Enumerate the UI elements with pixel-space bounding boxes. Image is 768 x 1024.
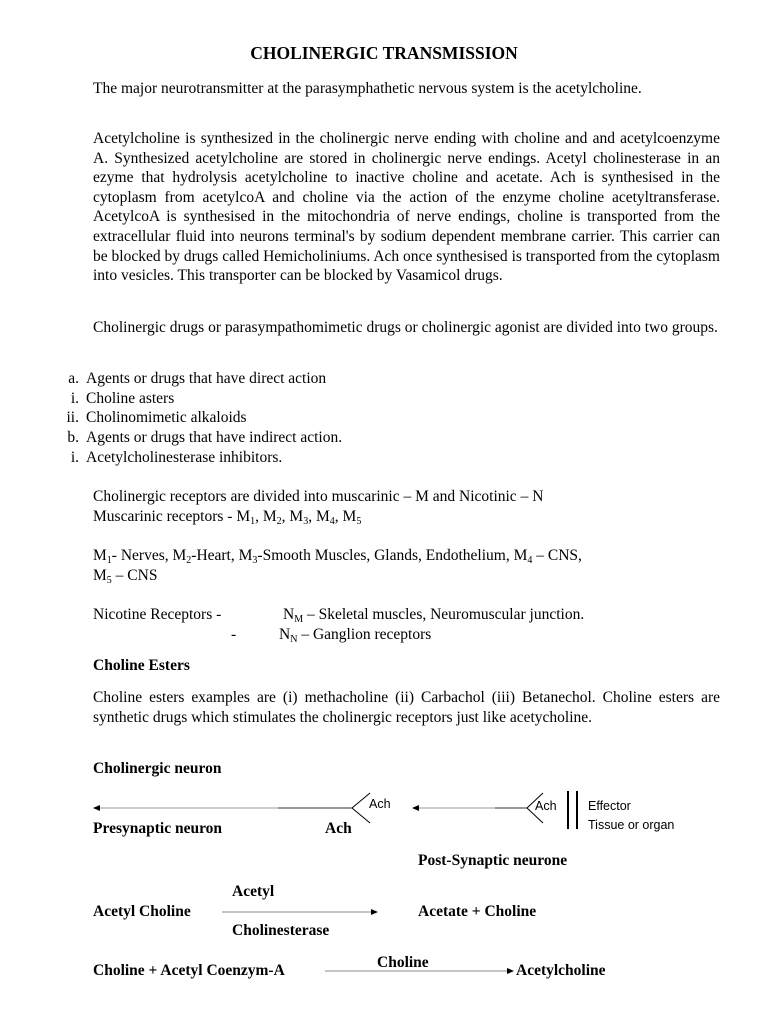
reaction1-reactant: Acetyl Choline [93,903,191,920]
drug-groups-paragraph: Cholinergic drugs or parasympathomimetic drugs or cholinergic agonist are divided into two groups. [93,319,718,336]
reaction2-product: Acetylcholine [516,962,606,979]
m5-sub: 5 [106,575,112,586]
reaction1-enzyme-top: Acetyl [232,883,275,900]
list-marker: b. [67,429,79,446]
synthesis-paragraph: Acetylcholine is synthesized in the cholinergic nerve ending with choline and and acetylcoenzyme A. Synthesized acetylcholine are stored in cholinergic nerve endings. Acetyl cholinesterase in an ezyme that hydrolysis acetylcholine to inactive choline and acetate. Ach is synthesised in the cytoplasm from acetylcoA and choline via the action of the enzyme choline acetyltransferase. AcetylcoA is synthesised in the mitochondria of nerve endings, choline is transported from the extracellular fluid into neurons terminal's by sodium dependent membrane carrier. This carrier can be blocked by drugs called Hemicholiniums. Ach once synthesised is transported from the cytoplasm into vesicles. This transporter can be blocked by Vasamicol drugs. [93,130,720,285]
ach-label-right: Ach [535,799,557,813]
sep: , [255,508,263,525]
m3-base: M [289,508,304,525]
presynaptic-neuron-label: Presynaptic neuron [93,820,223,837]
m5-sub: 5 [356,516,362,527]
sep: , [334,508,343,525]
m3-sub: 3 [303,516,309,527]
m3-base: M [238,547,253,564]
nn-dash: - [231,626,237,643]
m2-location: -Heart, [191,547,239,564]
sep: , [281,508,290,525]
list-marker: i. [70,390,79,407]
reaction2-reactants: Choline + Acetyl Coenzym-A [93,962,285,979]
nn-text: – Ganglion receptors [297,626,432,643]
arrow-head-icon [507,968,514,974]
m1-base: M [93,547,107,564]
list-marker: ii. [66,409,79,426]
arrow-head-icon [412,805,419,811]
postsynaptic-neuron-label: Post-Synaptic neurone [418,852,568,869]
sep: , [308,508,316,525]
reaction1-products: Acetate + Choline [418,903,537,920]
m2-sub: 2 [186,555,192,566]
list-item-text: Agents or drugs that have indirect action. [86,429,343,446]
m1-location: - Nerves, [111,547,173,564]
nn-sub: N [290,634,298,645]
choline-esters-paragraph: Choline esters examples are (i) methacholine (ii) Carbachol (iii) Betanechol. Choline esters are synthetic drugs which stimulates the cholinergic receptors just like acetycholine. [93,689,720,726]
m4-base: M [315,508,330,525]
m2-base: M [262,508,277,525]
m1-base: M [236,508,251,525]
reaction1-enzyme-bottom: Cholinesterase [232,922,330,939]
m5-base: M [342,508,357,525]
m4-sub: 4 [527,555,533,566]
m5-location: – CNS [111,567,158,584]
list-item-text: Choline asters [86,390,175,407]
receptor-wedge-left-icon [352,793,370,823]
m4-location: – CNS, [532,547,582,564]
ach-label-left: Ach [369,797,391,811]
nm-sub: M [294,614,304,625]
list-item-text: Acetylcholinesterase inhibitors. [86,449,283,466]
arrow-head-icon [371,909,378,915]
cholinergic-neuron-heading: Cholinergic neuron [93,760,222,777]
m5-base: M [93,567,107,584]
effector-tissue-label: Tissue or organ [588,818,675,832]
m4-sub: 4 [329,516,335,527]
muscarinic-prefix: Muscarinic receptors - [93,508,237,525]
list-marker: i. [70,449,79,466]
ach-label-bottom: Ach [325,820,352,837]
list-item-text: Cholinomimetic alkaloids [86,409,247,426]
m3-location: -Smooth Muscles, Glands, Endothelium, [257,547,514,564]
effector-label: Effector [588,799,631,813]
intro-paragraph: The major neurotransmitter at the parasymphathetic nervous system is the acetylcholine. [93,80,642,97]
list-item-text: Agents or drugs that have direct action [86,370,327,387]
list-marker: a. [68,370,79,387]
arrow-head-icon [93,805,100,811]
nm-base: N [283,606,295,623]
m1-sub: 1 [106,555,112,566]
page-title: CHOLINERGIC TRANSMISSION [250,43,518,63]
nm-text: – Skeletal muscles, Neuromuscular junction. [303,606,585,623]
m2-base: M [172,547,187,564]
m2-sub: 2 [276,516,282,527]
m3-sub: 3 [252,555,258,566]
nicotine-receptors-label: Nicotine Receptors - [93,606,222,623]
reaction2-enzyme: Choline [377,954,429,971]
m1-sub: 1 [250,516,256,527]
nn-base: N [279,626,291,643]
m4-base: M [513,547,528,564]
choline-esters-heading: Choline Esters [93,657,190,674]
receptor-types-line: Cholinergic receptors are divided into muscarinic – M and Nicotinic – N [93,488,544,505]
